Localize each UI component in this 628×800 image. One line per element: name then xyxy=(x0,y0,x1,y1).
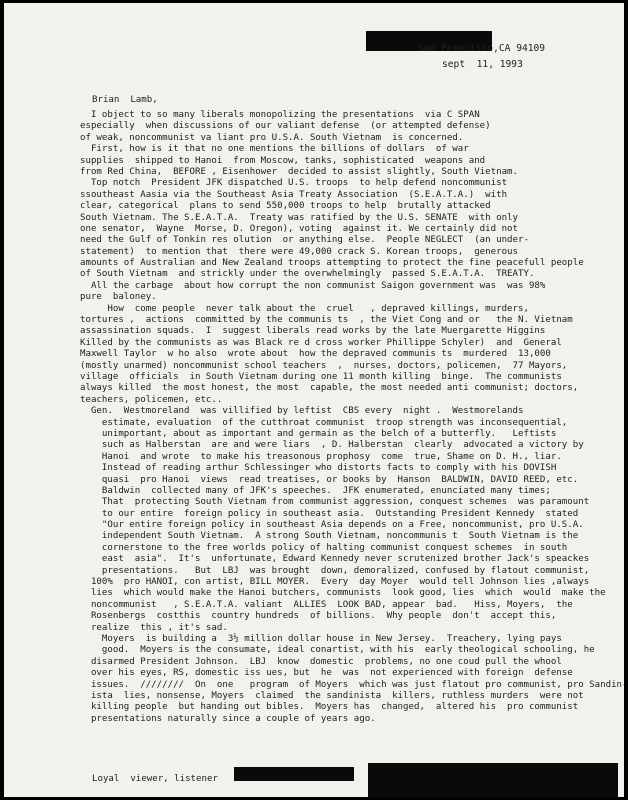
body-line: good. Moyers is the consumate, ideal conartist, with his early theological schooling, he xyxy=(80,645,595,656)
letter-date: sept 11, 1993 xyxy=(442,59,523,70)
body-line: statement) to mention that there were 49,000 crack S. Korean troops, generous xyxy=(80,246,518,257)
body-line: ista lies, nonsense, Moyers claimed the sandinista killers, ruthless murders were not xyxy=(80,690,584,701)
body-line: Killed by the communists as was Black re d cross worker Phillippe Schyler) and General xyxy=(80,337,562,348)
body-line: pure baloney. xyxy=(80,292,157,303)
closing-line: Loyal viewer, listener xyxy=(92,774,218,784)
body-line: village officials in South Vietnam during one 11 month killing binge. The communists xyxy=(80,371,562,382)
body-line: Maxwell Taylor w ho also wrote about how the depraved communis ts murdered 13,000 xyxy=(80,349,551,360)
body-line: such as Halberstan are and were liars , D. Halberstan clearly advocated a victory by xyxy=(80,440,584,451)
body-line: tortures , actions committed by the communis ts , the Viet Cong and or the N. Vietnam xyxy=(80,315,573,326)
redaction-signature-2 xyxy=(368,763,618,797)
body-line: east asia". It's unfortunate, Edward Kennedy never scrutenized brother Jack's speackes xyxy=(80,554,590,565)
body-line: of South Vietnam and strickly under the overwhelmingly passed S.E.A.T.A. TREATY. xyxy=(80,269,535,280)
body-line: All the carbage about how corrupt the non communist Saigon government was was 98% xyxy=(80,280,546,291)
redaction-signature-1 xyxy=(234,767,354,781)
body-line: of weak, noncommunist va liant pro U.S.A. South Vietnam is concerned. xyxy=(80,132,464,143)
body-line: cornerstone to the free worlds policy of halting communist conquest schemes in south xyxy=(80,542,568,553)
body-line: Gen. Westmoreland was villified by leftist CBS every night . Westmorelands xyxy=(80,406,524,417)
body-line: presentations naturally since a couple of years ago. xyxy=(80,713,376,724)
body-line: killing people but handing out bibles. Moyers has changed, altered his pro communist xyxy=(80,702,579,713)
body-line: disarmed President Johnson. LBJ know domestic problems, no one coud pull the whool xyxy=(80,656,562,667)
body-line: Rosenbergs costthis country hundreds of billions. Why people don't accept this, xyxy=(80,611,557,622)
body-line: clear, categorical plans to send 550,000 troops to help brutally attacked xyxy=(80,201,491,212)
body-line: issues. //////// On one program of Moyers which was just flatout pro communist, pro Sandin- xyxy=(80,679,628,690)
body-line: noncommunist , S.E.A.T.A. valiant ALLIES LOOK BAD, appear bad. Hiss, Moyers, the xyxy=(80,599,573,610)
sender-city: San Francisco,CA 94109 xyxy=(418,43,546,54)
body-line: need the Gulf of Tonkin res olution or anything else. People NEGLECT (an under- xyxy=(80,235,529,246)
body-line: assassination squads. I suggest liberals read works by the late Muergarette Higgins xyxy=(80,326,546,337)
body-line: amounts of Australian and New Zealand troops attempting to protect the fine peacefull people xyxy=(80,258,584,269)
body-line: First, how is it that no one mentions the billions of dollars of war xyxy=(80,144,469,155)
letter-body xyxy=(80,110,628,736)
letter-page xyxy=(4,3,628,797)
body-line: South Vietnam. The S.E.A.T.A. Treaty was ratified by the U.S. SENATE with only xyxy=(80,212,518,223)
salutation: Brian Lamb, xyxy=(92,95,158,105)
body-line: teachers, policemen, etc.. xyxy=(80,394,223,405)
body-line: always killed the most honest, the most capable, the most needed anti communist; doctors, xyxy=(80,383,579,394)
body-line: Moyers is building a 3½ million dollar house in New Jersey. Treachery, lying pays xyxy=(80,633,562,644)
body-line: especially when discussions of our valiant defense (or attempted defense) xyxy=(80,121,491,132)
body-line: from Red China, BEFORE , Eisenhower decided to assist slightly, South Vietnam. xyxy=(80,166,518,177)
body-line: 100% pro HANOI, con artist, BILL MOYER. Every day Moyer would tell Johnson lies ,always xyxy=(80,577,590,588)
body-line: (mostly unarmed) noncommunist school teachers , nurses, doctors, policemen, 77 Mayors, xyxy=(80,360,568,371)
body-line: to our entire foreign policy in southeast asia. Outstanding President Kennedy stated xyxy=(80,508,579,519)
body-line: one senator, Wayne Morse, D. Oregon), voting against it. We certainly did not xyxy=(80,223,518,234)
body-line: Top notch President JFK dispatched U.S. troops to help defend noncommunist xyxy=(80,178,508,189)
body-line: unimportant, about as important and germain as the belch of a butterfly. Leftists xyxy=(80,428,557,439)
body-line: supplies shipped to Hanoi from Moscow, tanks, sophisticated weapons and xyxy=(80,155,486,166)
body-line: Baldwin collected many of JFK's speeches. JFK enumerated, enunciated many times; xyxy=(80,485,551,496)
body-line: I object to so many liberals monopolizing the presentations via C SPAN xyxy=(80,110,480,120)
body-line: Instead of reading arthur Schlessinger who distorts facts to comply with his DOVISH xyxy=(80,463,557,474)
body-line: ssoutheast Aasia via the Southeast Asia Treaty Association (S.E.A.T.A.) with xyxy=(80,189,508,200)
body-line: over his eyes, RS, domestic iss ues, but he was not experienced with foreign defense xyxy=(80,668,573,679)
body-line: presentations. But LBJ was brought down, demoralized, confused by flatout communist, xyxy=(80,565,590,576)
body-line: "Our entire foreign policy in southeast Asia depends on a Free, noncommunist, pro U.S.A. xyxy=(80,520,584,531)
body-line xyxy=(80,725,625,736)
body-line: How come people never talk about the cruel , depraved killings, murders, xyxy=(80,303,529,314)
body-line: estimate, evaluation of the cutthroat communist troop strength was inconsequential, xyxy=(80,417,568,428)
body-line: Hanoi and wrote to make his treasonous prophosy come true, Shame on D. H., liar. xyxy=(80,451,562,462)
body-line: quasi pro Hanoi views read treatises, or books by Hanson BALDWIN, DAVID REED, etc. xyxy=(80,474,579,485)
body-line: independent South Vietnam. A strong South Vietnam, noncommunis t South Vietnam is the xyxy=(80,531,579,542)
body-line: lies which would make the Hanoi butchers, communists look good, lies which would make the xyxy=(80,588,606,599)
body-line: That protecting South Vietnam from communist aggression, conquest schemes was paramount xyxy=(80,497,590,508)
body-line: realize this , it's sad. xyxy=(80,622,228,633)
